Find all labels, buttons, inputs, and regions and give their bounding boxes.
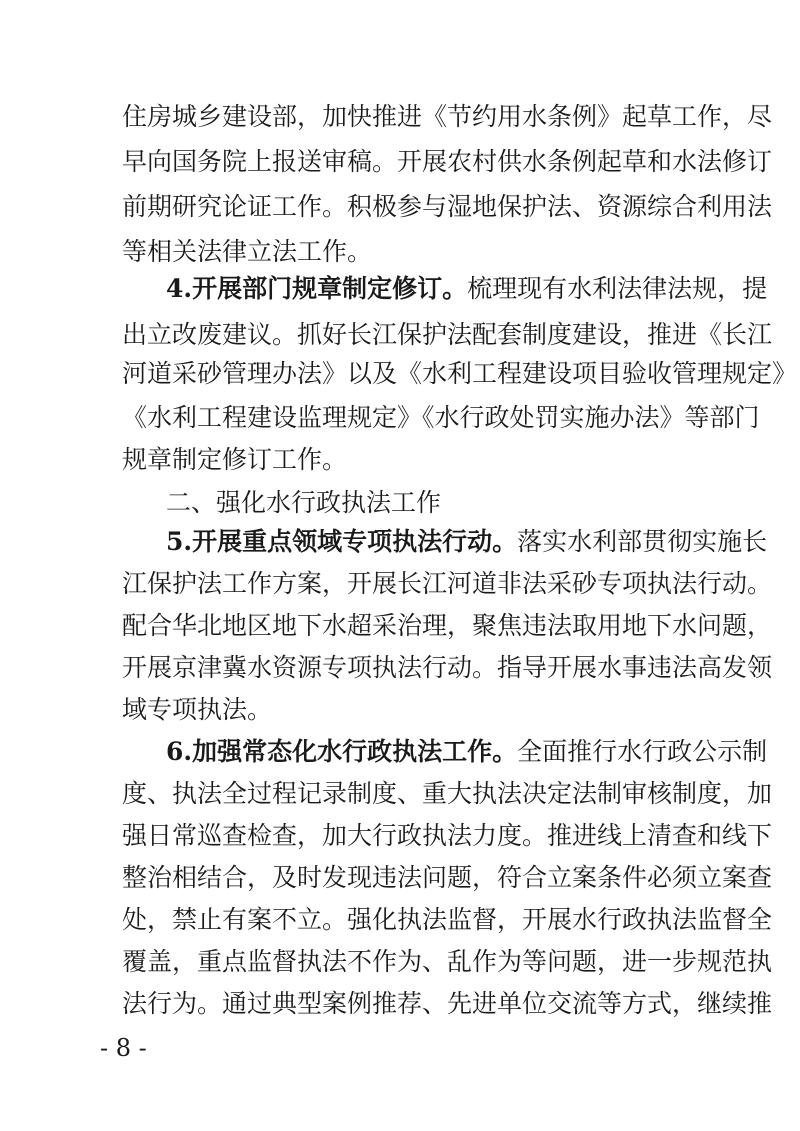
item-5-first-text: 落实水利部贯彻实施长 xyxy=(517,527,768,556)
item-5-line: 开展京津冀水资源专项执法行动。指导开展水事违法高发领 xyxy=(122,653,773,682)
item-4-title: 4.开展部门规章制定修订。 xyxy=(166,274,468,303)
page-number: - 8 - xyxy=(100,1034,147,1062)
item-6-first-line xyxy=(166,732,768,772)
paragraph-line: 早向国务院上报送审稿。开展农村供水条例起草和水法修订 xyxy=(122,147,773,176)
item-4-line: 规章制定修订工作。 xyxy=(122,445,348,474)
section-heading: 二、强化水行政执法工作 xyxy=(166,488,442,517)
item-6-line: 处，禁止有案不立。强化执法监督，开展水行政执法监督全 xyxy=(122,905,773,934)
item-6-line: 法行为。通过典型案例推荐、先进单位交流等方式，继续推 xyxy=(122,989,773,1018)
paragraph-line: 住房城乡建设部，加快推进《节约用水条例》起草工作，尽 xyxy=(122,102,773,131)
item-5-first-line xyxy=(166,522,768,562)
item-4-first-text: 梳理现有水利法律法规，提 xyxy=(467,274,768,303)
item-6-first-text: 全面推行水行政公示制 xyxy=(517,737,768,766)
item-5-line: 江保护法工作方案，开展长江河道非法采砂专项执法行动。 xyxy=(122,569,773,598)
item-6-line: 强日常巡查检查，加大行政执法力度。推进线上清查和线下 xyxy=(122,821,773,850)
item-6-title: 6.加强常态化水行政执法工作。 xyxy=(166,737,518,766)
paragraph-line: 前期研究论证工作。积极参与湿地保护法、资源综合利用法 xyxy=(122,192,773,221)
item-5-line: 域专项执法。 xyxy=(122,695,273,724)
item-4-first-line xyxy=(166,269,768,309)
item-4-line: 出立改废建议。抓好长江保护法配套制度建设，推进《长江 xyxy=(122,320,773,349)
item-6-line: 整治相结合，及时发现违法问题，符合立案条件必须立案查 xyxy=(122,863,773,892)
item-6-line: 覆盖，重点监督执法不作为、乱作为等问题，进一步规范执 xyxy=(122,947,773,976)
item-5-title: 5.开展重点领域专项执法行动。 xyxy=(166,527,518,556)
item-4-line: 河道采砂管理办法》以及《水利工程建设项目验收管理规定》 xyxy=(122,359,798,388)
item-6-line: 度、执法全过程记录制度、重大执法决定法制审核制度，加 xyxy=(122,779,773,808)
item-4-line: 《水利工程建设监理规定》《水行政处罚实施办法》等部门 xyxy=(122,403,760,432)
paragraph-line: 等相关法律立法工作。 xyxy=(122,237,373,266)
item-5-line: 配合华北地区地下水超采治理，聚焦违法取用地下水问题， xyxy=(122,611,773,640)
